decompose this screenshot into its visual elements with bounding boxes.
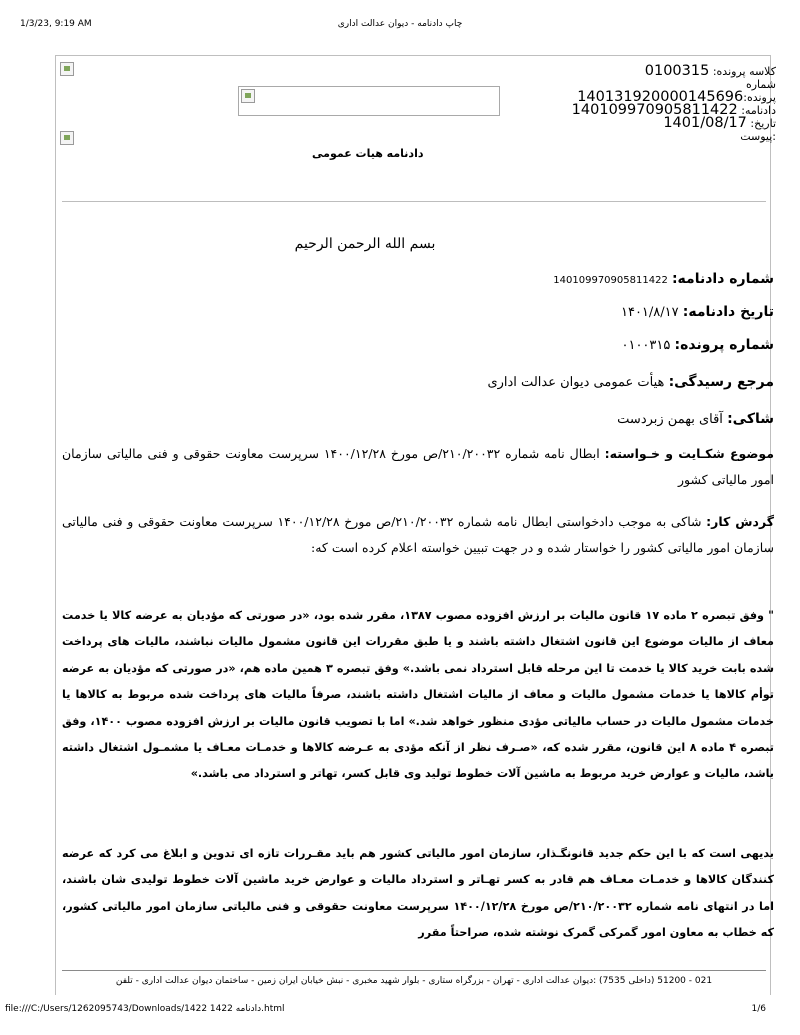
general-assembly-title: دادنامه هیات عمومی	[312, 147, 424, 160]
verdict-no-label: شماره دادنامه:	[671, 271, 774, 287]
page-number: 1/6	[751, 1004, 766, 1014]
body-paragraph-2: بدیهی است که با این حکم جدید قانونگـذار، سازمان امور مالیاتی کشور هم باید مقـررات تازه ای تدوین و ابلاغ می کرد که عرضه کنندگان کالاها و خدمـات معـاف هم قادر به کسر تهـاتر و استرداد مالیات و عوارض خرید ماشین آلات خطوط تولیدی شان باشند، اما در انتهای نامه شماره ۲۱۰/۲۰۰۳۲/ص مورخ ۱۴۰۰/۱۲/۲۸ سرپرست معاونت حقوقی و فنی مالیاتی سازمان امور مالیاتی کشور، که خطاب به معاون امور گمرکی گمرک نوشته شده، صراحتاً مقرر	[62, 847, 775, 940]
body-paragraph-1: " وفق تبصره ۲ ماده ۱۷ قانون مالیات بر ارزش افزوده مصوب ۱۳۸۷، مقرر شده بود، «در صورتی که مؤدیان به عرضه کالا یا خدمت معاف از مالیات موضوع این قانون اشتغال داشته باشند و یا طبق مقررات این قانون مشمول مالیات نباشند، مالیات های پرداخت شده بابت خرید کالا یا خدمت تا این مرحله قابل استرداد نمی باشد.» وفق تبصره ۳ همین ماده هم، «در صورتی که مؤدیان به عرضه توأم کالاها یا خدمات مشمول مالیات و معاف از مالیات اشتغال داشته باشند، صرفاً مالیات های پرداخت شده مربوط به کالاها یا خدمات مشمول مالیات در حساب مالیاتی مؤدی منظور خواهد شد.» اما با تصویب قانون مالیات بر ارزش افزوده مصوب ۱۴۰۰، وفق تبصره ۴ ماده ۸ این قانون، مقرر شده که، «صـرف نظر از آنکه مؤدی به عـرضه کالاها و خدمـات معـاف یا مشمـول اشتغال داشته باشد، مالیات و عوارض خرید مربوط به ماشین آلات خطوط تولید وی قابل کسر، تهاتر و استرداد می باشد.»	[62, 609, 775, 781]
attachment-label: :پیوست	[740, 130, 776, 143]
verdict-no-value: 140109970905811422	[553, 275, 668, 286]
authority-field	[487, 374, 774, 390]
plaintiff-value: آقای بهمن زبردست	[617, 412, 723, 427]
verdict-date-label: تاریخ دادنامه:	[682, 304, 774, 320]
bismillah: بسم الله الرحمن الرحیم	[294, 236, 436, 252]
case-number-label-2: پرونده:	[743, 91, 776, 104]
authority-label: مرجع رسیدگی:	[668, 374, 774, 390]
file-no-label: شماره پرونده:	[674, 337, 774, 353]
file-number-field	[621, 337, 774, 353]
broken-image-icon	[60, 131, 74, 145]
header-divider	[62, 201, 766, 202]
date-value: 1401/08/17	[663, 115, 747, 131]
subject-paragraph	[62, 441, 774, 492]
case-number-label-1: شماره	[745, 78, 776, 91]
subject-label: موضوع شکـایت و خـواسته:	[604, 446, 774, 461]
workflow-text: شاکی به موجب دادخواستی ابطال نامه شماره ۲۱۰/۲۰۰۳۲/ص مورخ ۱۴۰۰/۱۲/۲۸ سرپرست معاونت حقوقی و فنی مالیاتی سازمان امور مالیاتی کشور را خواستار شده و در جهت تبیین خواسته اعلام کرده است که:	[62, 514, 774, 555]
case-number: 140131920000145696	[577, 89, 744, 105]
print-date: 1/3/23, 9:19 AM	[20, 19, 92, 29]
verdict-number-field	[553, 271, 774, 287]
plaintiff-label: شاکی:	[727, 411, 774, 427]
file-path: file:///C:/Users/1262095743/Downloads/1422 1422 دادنامه.html	[5, 1004, 285, 1014]
verdict-number: 140109970905811422	[571, 102, 738, 118]
print-title: چاپ دادنامه - دیوان عدالت اداری	[337, 19, 463, 29]
verdict-date-value: ۱۴۰۱/۸/۱۷	[620, 305, 679, 320]
workflow-label: گردش کار:	[706, 514, 774, 529]
workflow-paragraph	[62, 509, 774, 560]
verdict-number-label: دادنامه:	[741, 104, 776, 117]
court-address-footer: 021 - 51200 (داخلی 7535) :دیوان عدالت اداری - تهران - بزرگراه ستاری - بلوار شهید مخبری - نبش خیابان ایران زمین - ساختمان دیوان عدالت اداری - تلفن	[115, 976, 713, 986]
plaintiff-field	[617, 411, 774, 427]
footer-divider	[62, 970, 766, 971]
subject-text: ابطال نامه شماره ۲۱۰/۲۰۰۳۲/ص مورخ ۱۴۰۰/۱۲/۲۸ سرپرست معاونت حقوقی و فنی مالیاتی سازمان امور مالیاتی کشور	[62, 446, 774, 487]
authority-value: هیأت عمومی دیوان عدالت اداری	[487, 375, 665, 390]
logo-image-placeholder	[238, 86, 500, 116]
case-meta	[516, 65, 776, 143]
print-header	[0, 0, 800, 40]
verdict-date-field	[621, 304, 774, 320]
file-no-value: ۰۱۰۰۳۱۵	[621, 338, 671, 353]
file-number-label: کلاسه پرونده:	[712, 65, 776, 78]
broken-image-icon	[60, 62, 74, 76]
file-number: 0100315	[644, 63, 710, 79]
date-label: تاریخ:	[750, 117, 776, 130]
broken-image-icon	[241, 89, 255, 103]
